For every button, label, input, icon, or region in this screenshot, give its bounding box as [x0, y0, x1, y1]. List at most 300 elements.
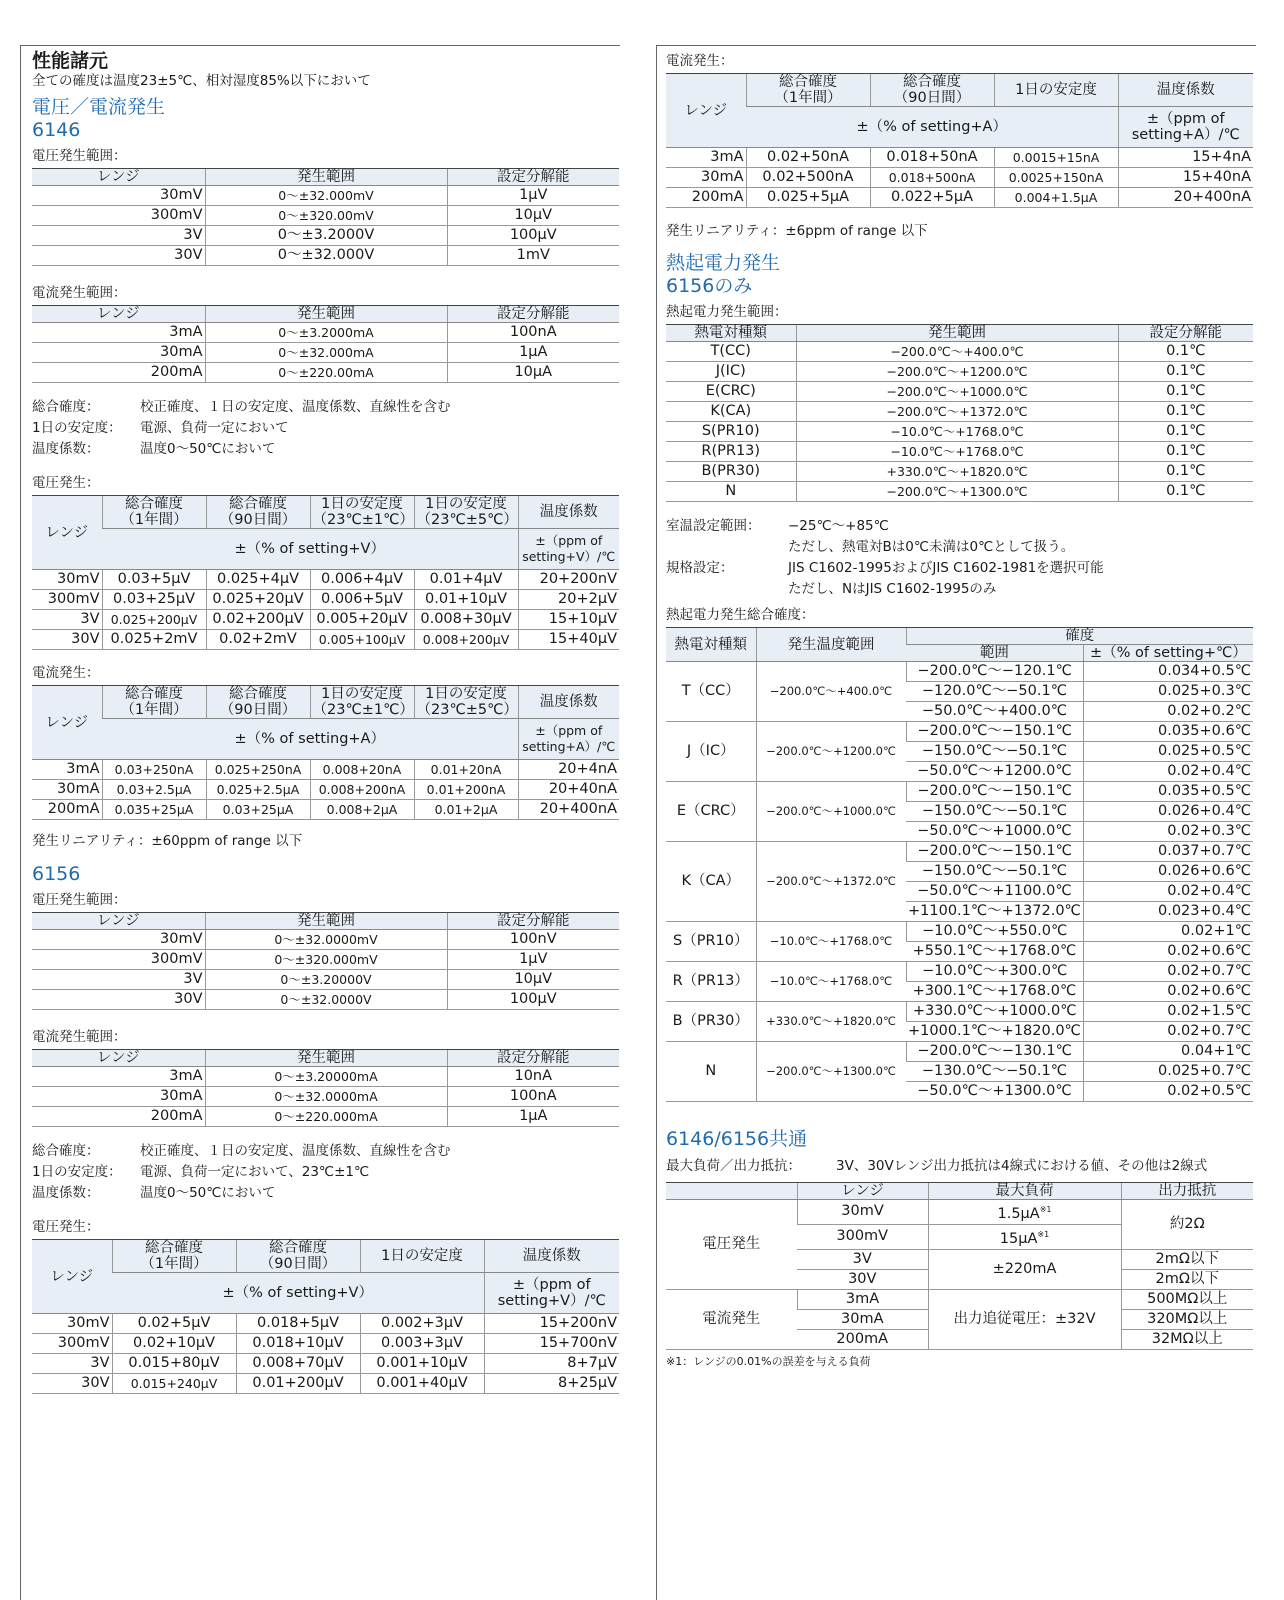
linearity-6146: 発生リニアリティ：±60ppm of range 以下: [32, 833, 303, 849]
th-acc1y: 総合確度 （1年間）: [102, 686, 206, 719]
page-title: 性能諸元: [32, 50, 109, 72]
table-row: [666, 382, 1253, 402]
cell: 0〜±3.2000V: [205, 226, 447, 246]
th-stab5: 1日の安定度 （23℃±5℃）: [414, 686, 518, 719]
cell: 1μA: [447, 1107, 619, 1127]
cell: 0〜±32.0000mV: [205, 930, 447, 950]
table-vrange-6156: [32, 912, 619, 1010]
tc-type: K（CA）: [666, 842, 756, 922]
table-vgen-6146: [32, 495, 619, 650]
cell: K(CA): [666, 402, 796, 422]
table-row: [32, 1067, 619, 1087]
table-row: [32, 1107, 619, 1127]
note-label: 総合確度：: [32, 399, 100, 415]
cell: 0.01+20nA: [414, 760, 518, 780]
th-pctV: ±（% of setting+V）: [112, 1273, 484, 1314]
cell: 0.006+4μV: [310, 570, 414, 590]
th-ppmV: ±（ppm of setting+V）/℃: [518, 529, 619, 570]
cell: −200.0℃〜+1372.0℃: [796, 402, 1118, 422]
th-genrange: 発生範囲: [205, 306, 447, 323]
note-label: [666, 579, 788, 600]
cell: 0.1℃: [1118, 442, 1253, 462]
note-label: 1日の安定度：: [32, 420, 122, 436]
label-igen-6156: 電流発生：: [666, 53, 734, 69]
cell: 0〜±320.000mV: [205, 950, 447, 970]
tc-gen-range: +330.0℃〜+1820.0℃: [756, 1002, 906, 1042]
cell: 0.004+1.5μA: [994, 188, 1118, 208]
cell: −120.0℃〜−50.1℃: [906, 682, 1083, 702]
cell: 3mA: [666, 148, 746, 168]
cell: −200.0℃〜−120.1℃: [906, 662, 1083, 682]
table-row: [32, 363, 619, 383]
note-label: 規格設定：: [666, 560, 734, 576]
group-current: 電流発生: [666, 1289, 797, 1349]
note-label: 温度係数：: [32, 441, 100, 457]
cell: 0.03+25μA: [206, 800, 310, 820]
table-row: [666, 422, 1253, 442]
cell: 3V: [32, 1354, 112, 1374]
table-row: [666, 442, 1253, 462]
cell: 300mV: [32, 1334, 112, 1354]
table-row: [32, 1374, 619, 1394]
cell: +550.1℃〜+1768.0℃: [906, 942, 1083, 962]
th-gentemp: 発生温度範囲: [756, 628, 906, 662]
table-row: [32, 186, 619, 206]
cell: −10.0℃〜+550.0℃: [906, 922, 1083, 942]
cell: 10μV: [447, 206, 619, 226]
cell: 0〜±220.000mA: [205, 1107, 447, 1127]
cell: N: [666, 482, 796, 502]
label-irange-6156: 電流発生範囲：: [32, 1029, 127, 1045]
cell: 0.04+1℃: [1083, 1042, 1253, 1062]
model-6156-only: 6156のみ: [666, 275, 753, 297]
cell: ±220mA: [928, 1249, 1121, 1289]
cell: 30mV: [797, 1200, 928, 1225]
model-6146: 6146: [32, 119, 81, 141]
th-pctC: ±（% of setting+℃）: [1083, 645, 1253, 662]
th-ppmA: ±（ppm of setting+A）/℃: [518, 719, 619, 760]
cell: 320MΩ以上: [1121, 1309, 1253, 1329]
cell: 0.002+3μV: [360, 1314, 484, 1334]
table-row: [666, 842, 1253, 862]
cell: −150.0℃〜−50.1℃: [906, 742, 1083, 762]
th-acc1y: 総合確度 （1年間）: [112, 1240, 236, 1273]
cell: 0.006+5μV: [310, 590, 414, 610]
table-irange-6146: [32, 305, 619, 383]
table-row: [32, 630, 619, 650]
cell: 0.02+5μV: [112, 1314, 236, 1334]
cell: 30V: [32, 1374, 112, 1394]
th-stab: 1日の安定度: [994, 74, 1118, 107]
table-row: [666, 1002, 1253, 1022]
cell: −200.0℃〜−130.1℃: [906, 1042, 1083, 1062]
footnote: ※1：レンジの0.01%の誤差を与える負荷: [666, 1354, 871, 1368]
tc-gen-range: −200.0℃〜+1000.0℃: [756, 782, 906, 842]
cell: +1100.1℃〜+1372.0℃: [906, 902, 1083, 922]
cell: 1μV: [447, 186, 619, 206]
cell: [928, 1200, 1121, 1225]
th-acc1y: 総合確度 （1年間）: [102, 496, 206, 529]
table-row: [32, 1087, 619, 1107]
cell: 0.015+240μV: [112, 1374, 236, 1394]
cell: 1μV: [447, 950, 619, 970]
cell: 0.037+0.7℃: [1083, 842, 1253, 862]
cell: 0.1℃: [1118, 362, 1253, 382]
cell: +300.1℃〜+1768.0℃: [906, 982, 1083, 1002]
th-tc: 温度係数: [518, 496, 619, 529]
th-stab1: 1日の安定度 （23℃±1℃）: [310, 686, 414, 719]
cell: 30mA: [32, 780, 102, 800]
cell: 0.022+5μA: [870, 188, 994, 208]
table-row: [666, 662, 1253, 682]
th-tctype: 熱電対種類: [666, 325, 796, 342]
cell: 0〜±32.000mA: [205, 343, 447, 363]
cell: 0.1℃: [1118, 482, 1253, 502]
table-vrange-6146: [32, 168, 619, 266]
th-acc: 確度: [906, 628, 1253, 645]
cell: +1000.1℃〜+1820.0℃: [906, 1022, 1083, 1042]
cell: 0.1℃: [1118, 422, 1253, 442]
cell: 0.1℃: [1118, 382, 1253, 402]
cell: 200mA: [666, 188, 746, 208]
model-6156: 6156: [32, 863, 81, 885]
cell: 0.015+80μV: [112, 1354, 236, 1374]
cell: 0.02+0.7℃: [1083, 962, 1253, 982]
cell: S(PR10): [666, 422, 796, 442]
cell: 0〜±3.20000mA: [205, 1067, 447, 1087]
th-res: 設定分解能: [447, 1050, 619, 1067]
cell: 0.02+1℃: [1083, 922, 1253, 942]
cell: 30mV: [32, 570, 102, 590]
cell: 3V: [32, 970, 205, 990]
cell: 0.02+500nA: [746, 168, 870, 188]
cell: 0.01+4μV: [414, 570, 518, 590]
cell: 0.025+2.5μA: [206, 780, 310, 800]
cell: 200mA: [797, 1329, 928, 1349]
table-row: [32, 950, 619, 970]
label-irange-6146: 電流発生範囲：: [32, 285, 127, 301]
th-genrange: 発生範囲: [796, 325, 1118, 342]
cell: 0.003+3μV: [360, 1334, 484, 1354]
note-text: JIS C1602-1995およびJIS C1602-1981を選択可能: [788, 560, 1104, 576]
cell: 100nV: [447, 930, 619, 950]
cell: 30V: [32, 990, 205, 1010]
th-span: 範囲: [906, 645, 1083, 662]
tc-type: R（PR13）: [666, 962, 756, 1002]
cell: 10nA: [447, 1067, 619, 1087]
note-text: 電源、負荷一定において: [140, 420, 289, 436]
cell: 3mA: [32, 323, 205, 343]
cell: 0.026+0.6℃: [1083, 862, 1253, 882]
cell: 20+2μV: [518, 590, 619, 610]
table-row: [32, 1314, 619, 1334]
table-row: [32, 970, 619, 990]
cell: 10μV: [447, 970, 619, 990]
cell: −200.0℃〜−150.1℃: [906, 842, 1083, 862]
cell: 20+400nA: [1118, 188, 1253, 208]
cell: 約2Ω: [1121, 1200, 1253, 1250]
cell: −10.0℃〜+1768.0℃: [796, 422, 1118, 442]
tc-gen-range: −200.0℃〜+400.0℃: [756, 662, 906, 722]
page-subtitle: 全ての確度は温度23±5℃、相対湿度85%以下において: [32, 73, 371, 89]
cell: 100μV: [447, 226, 619, 246]
cell: 0.025+4μV: [206, 570, 310, 590]
table-igen-6146: [32, 685, 619, 820]
cell: −50.0℃〜+1100.0℃: [906, 882, 1083, 902]
cell: 30mV: [32, 930, 205, 950]
cell: 0.025+0.3℃: [1083, 682, 1253, 702]
th-outres: 出力抵抗: [1121, 1183, 1253, 1200]
cell: 3mA: [32, 760, 102, 780]
cell: 0.018+5μV: [236, 1314, 360, 1334]
notes-6156: [32, 1141, 619, 1204]
cell: −10.0℃〜+1768.0℃: [796, 442, 1118, 462]
table-row: [666, 168, 1253, 188]
table-tcrange: [666, 324, 1253, 502]
cell: 30V: [797, 1269, 928, 1289]
cell: 100nA: [447, 323, 619, 343]
top-rule-left: [20, 45, 620, 46]
cell: 0.01+2μA: [414, 800, 518, 820]
cell: 15+200nV: [484, 1314, 619, 1334]
note-text: 電源、負荷一定において、23℃±1℃: [140, 1164, 370, 1180]
cell: −10.0℃〜+300.0℃: [906, 962, 1083, 982]
tc-type: B（PR30）: [666, 1002, 756, 1042]
cell: 0.02+0.5℃: [1083, 1082, 1253, 1102]
cell: 0.02+0.7℃: [1083, 1022, 1253, 1042]
label-vgen-6156: 電圧発生：: [32, 1219, 100, 1235]
cell: E(CRC): [666, 382, 796, 402]
footnote-mark: ※1: [1039, 1205, 1052, 1214]
cell: 0〜±32.0000V: [205, 990, 447, 1010]
maxload-label: 最大負荷／出力抵抗：: [666, 1158, 801, 1174]
table-row: [32, 930, 619, 950]
note-text: ただし、熱電対Bは0℃未満は0℃として扱う。: [788, 539, 1075, 555]
cell: 0.025+250nA: [206, 760, 310, 780]
cell: 3mA: [32, 1067, 205, 1087]
cell: −200.0℃〜+1200.0℃: [796, 362, 1118, 382]
table-tcacc: [666, 627, 1253, 1102]
cell: 2mΩ以下: [1121, 1249, 1253, 1269]
table-row: [666, 962, 1253, 982]
table-row: [32, 206, 619, 226]
tc-gen-range: −200.0℃〜+1372.0℃: [756, 842, 906, 922]
cell: 0.001+10μV: [360, 1354, 484, 1374]
th-acc1y: 総合確度 （1年間）: [746, 74, 870, 107]
table-row: [666, 922, 1253, 942]
cell-text: 1.5μA: [997, 1205, 1040, 1222]
cell: 0.1℃: [1118, 402, 1253, 422]
cell: B(PR30): [666, 462, 796, 482]
cell: 0.008+2μA: [310, 800, 414, 820]
tc-type: N: [666, 1042, 756, 1102]
note-label: 温度係数：: [32, 1185, 100, 1201]
th-tc: 温度係数: [1118, 74, 1253, 107]
cell: −200.0℃〜−150.1℃: [906, 722, 1083, 742]
cell: 0.02+2mV: [206, 630, 310, 650]
cell: −50.0℃〜+1200.0℃: [906, 762, 1083, 782]
maxload-note: [666, 1156, 1253, 1176]
cell: 0.02+1.5℃: [1083, 1002, 1253, 1022]
cell: T(CC): [666, 342, 796, 362]
note-text: 校正確度、１日の安定度、温度係数、直線性を含む: [140, 1143, 451, 1159]
cell: 0.01+200μV: [236, 1374, 360, 1394]
tc-type: J（IC）: [666, 722, 756, 782]
cell: 0.0025+150nA: [994, 168, 1118, 188]
cell: 0.035+0.6℃: [1083, 722, 1253, 742]
th-pctA: ±（% of setting+A）: [102, 719, 518, 760]
label-vrange-6146: 電圧発生範囲：: [32, 148, 127, 164]
cell: 0.008+200μV: [414, 630, 518, 650]
cell: 0.02+0.4℃: [1083, 762, 1253, 782]
label-igen-6146: 電流発生：: [32, 665, 100, 681]
cell: [928, 1224, 1121, 1249]
table-row: [666, 462, 1253, 482]
cell: 3V: [797, 1249, 928, 1269]
cell: 0.01+200nA: [414, 780, 518, 800]
th-tc: 温度係数: [484, 1240, 619, 1273]
cell: −50.0℃〜+400.0℃: [906, 702, 1083, 722]
cell: 0.018+10μV: [236, 1334, 360, 1354]
cell: −150.0℃〜−50.1℃: [906, 802, 1083, 822]
cell: 0.008+70μV: [236, 1354, 360, 1374]
cell: 0.005+20μV: [310, 610, 414, 630]
note-text: 温度0〜50℃において: [140, 441, 276, 457]
cell: 0.0015+15nA: [994, 148, 1118, 168]
cell: 0.1℃: [1118, 342, 1253, 362]
cell: 1mV: [447, 246, 619, 266]
cell: 0.023+0.4℃: [1083, 902, 1253, 922]
cell: 出力追従電圧：±32V: [928, 1289, 1121, 1349]
cell: 300mV: [797, 1224, 928, 1249]
cell: 0.026+0.4℃: [1083, 802, 1253, 822]
cell: R(PR13): [666, 442, 796, 462]
table-row: [32, 800, 619, 820]
cell: 15+40μV: [518, 630, 619, 650]
cell: 0.02+200μV: [206, 610, 310, 630]
th-genrange: 発生範囲: [205, 913, 447, 930]
th-ppmA: ±（ppm of setting+A）/℃: [1118, 107, 1253, 148]
cell: 200mA: [32, 363, 205, 383]
cell: 30mA: [797, 1309, 928, 1329]
cell: 300mV: [32, 206, 205, 226]
th-blank: [666, 1183, 797, 1200]
cell: 100μV: [447, 990, 619, 1010]
top-rule-right: [656, 45, 1256, 46]
th-tc: 温度係数: [518, 686, 619, 719]
group-voltage: 電圧発生: [666, 1200, 797, 1290]
left-border: [20, 45, 21, 1600]
th-range: レンジ: [32, 169, 205, 186]
table-row: [32, 610, 619, 630]
cell: −50.0℃〜+1300.0℃: [906, 1082, 1083, 1102]
th-genrange: 発生範囲: [205, 169, 447, 186]
table-row: [32, 1334, 619, 1354]
cell: 0.001+40μV: [360, 1374, 484, 1394]
table-row: [666, 148, 1253, 168]
cell: 0.02+0.6℃: [1083, 982, 1253, 1002]
th-maxload: 最大負荷: [928, 1183, 1121, 1200]
table-row: [666, 362, 1253, 382]
cell: 20+400nA: [518, 800, 619, 820]
cell: 100nA: [447, 1087, 619, 1107]
table-row: [32, 1354, 619, 1374]
th-genrange: 発生範囲: [205, 1050, 447, 1067]
note-label: 1日の安定度：: [32, 1164, 122, 1180]
cell: 0.025+5μA: [746, 188, 870, 208]
th-stab1: 1日の安定度 （23℃±1℃）: [310, 496, 414, 529]
cell: 8+25μV: [484, 1374, 619, 1394]
table-row: [32, 990, 619, 1010]
cell: 0.03+250nA: [102, 760, 206, 780]
cell: 0.025+0.5℃: [1083, 742, 1253, 762]
label-vrange-6156: 電圧発生範囲：: [32, 892, 127, 908]
table-row: [32, 780, 619, 800]
table-maxload: [666, 1182, 1253, 1350]
cell: 0.02+50nA: [746, 148, 870, 168]
cell: +330.0℃〜+1820.0℃: [796, 462, 1118, 482]
cell: 0〜±320.00mV: [205, 206, 447, 226]
table-row: [666, 402, 1253, 422]
cell: 0.035+25μA: [102, 800, 206, 820]
th-pctA: ±（% of setting+A）: [746, 107, 1118, 148]
cell: +330.0℃〜+1000.0℃: [906, 1002, 1083, 1022]
cell: 0.02+0.2℃: [1083, 702, 1253, 722]
th-res: 設定分解能: [447, 913, 619, 930]
th-pctV: ±（% of setting+V）: [102, 529, 518, 570]
cell: 30mV: [32, 186, 205, 206]
section-title-common: 6146/6156共通: [666, 1128, 808, 1150]
note-text: 校正確度、１日の安定度、温度係数、直線性を含む: [140, 399, 451, 415]
cell: 30mA: [32, 1087, 205, 1107]
th-acc90: 総合確度 （90日間）: [870, 74, 994, 107]
cell: 0〜±3.20000V: [205, 970, 447, 990]
cell: 0.025+2mV: [102, 630, 206, 650]
table-row: [32, 590, 619, 610]
cell: 15+40nA: [1118, 168, 1253, 188]
cell: 30V: [32, 246, 205, 266]
note-label: 総合確度：: [32, 1143, 100, 1159]
cell: 0〜±3.2000mA: [205, 323, 447, 343]
note-text: ただし、NはJIS C1602-1995のみ: [788, 581, 997, 597]
table-row: [32, 246, 619, 266]
linearity-6156: 発生リニアリティ：±6ppm of range 以下: [666, 223, 928, 239]
cell: −200.0℃〜+400.0℃: [796, 342, 1118, 362]
cell: −200.0℃〜+1000.0℃: [796, 382, 1118, 402]
th-range: レンジ: [32, 496, 102, 570]
tc-notes: [666, 516, 1253, 600]
th-ppmV: ±（ppm of setting+V）/℃: [484, 1273, 619, 1314]
tc-type: E（CRC）: [666, 782, 756, 842]
cell: 2mΩ以下: [1121, 1269, 1253, 1289]
cell: −200.0℃〜−150.1℃: [906, 782, 1083, 802]
cell: J(IC): [666, 362, 796, 382]
cell: 3V: [32, 226, 205, 246]
th-range: レンジ: [32, 686, 102, 760]
th-stab: 1日の安定度: [360, 1240, 484, 1273]
th-acc90: 総合確度 （90日間）: [206, 686, 310, 719]
table-row: [32, 343, 619, 363]
th-range: レンジ: [32, 913, 205, 930]
cell: 0.018+50nA: [870, 148, 994, 168]
cell: 0.03+5μV: [102, 570, 206, 590]
cell: 0.02+0.6℃: [1083, 942, 1253, 962]
cell: −130.0℃〜−50.1℃: [906, 1062, 1083, 1082]
cell: 200mA: [32, 800, 102, 820]
note-text: 温度0〜50℃において: [140, 1185, 276, 1201]
th-range: レンジ: [32, 1240, 112, 1314]
cell-text: 15μA: [999, 1230, 1038, 1247]
